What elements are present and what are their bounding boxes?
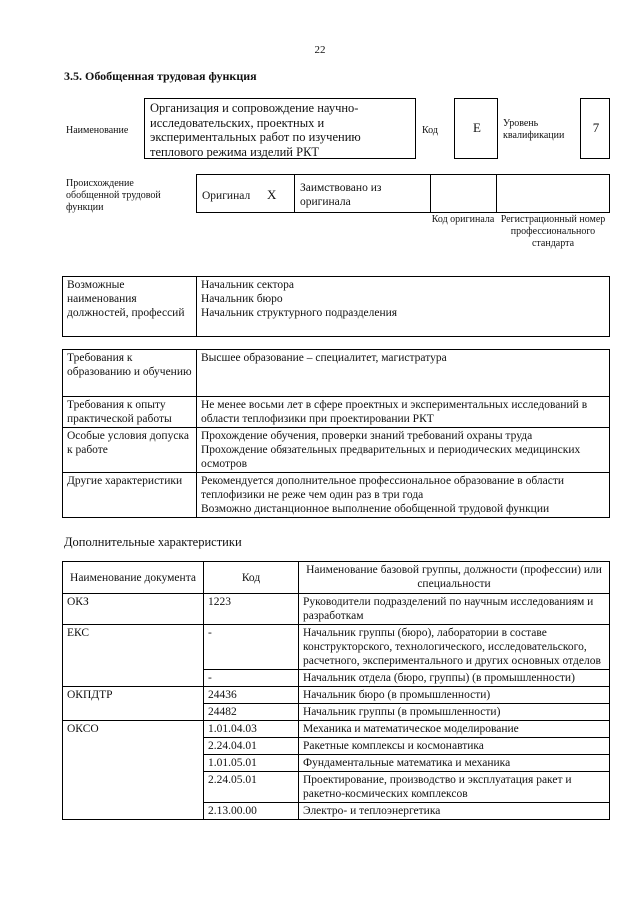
table-row-doc: ОКЗ — [63, 594, 204, 625]
table-row-name: Начальник группы (в промышленности) — [299, 704, 610, 721]
req-line: Рекомендуется дополнительное профессиональное образование в области теплофизики не реже чем один раз в три года — [201, 475, 565, 501]
name-label: Наименование — [66, 125, 129, 136]
requirements-table — [62, 349, 610, 518]
positions-table — [62, 276, 610, 337]
positions-label: Возможные наименования должностей, профессий — [63, 277, 197, 337]
req-line: Прохождение обязательных предварительных и периодических медицинских осмотров — [201, 444, 581, 470]
table-row-name: Механика и математическое моделирование — [299, 721, 610, 738]
table-row-code: 2.24.05.01 — [204, 772, 299, 803]
code-box — [454, 98, 498, 159]
level-value: 7 — [592, 120, 600, 135]
table-row-name: Начальник отдела (бюро, группы) (в промышленности) — [299, 670, 610, 687]
table-row-name: Ракетные комплексы и космонавтика — [299, 738, 610, 755]
table-row-doc: ОКПДТР — [63, 687, 204, 721]
table-row-code: 2.13.00.00 — [204, 803, 299, 820]
req-value-experience: Не менее восьми лет в сфере проектных и экспериментальных исследований в области теплофизики при проектировании РКТ — [197, 397, 610, 428]
page-number: 22 — [314, 44, 326, 56]
header-code: Код — [204, 562, 299, 594]
table-row-code: 2.24.04.01 — [204, 738, 299, 755]
table-row-name: Фундаментальные математика и механика — [299, 755, 610, 772]
table-row-code: 24482 — [204, 704, 299, 721]
table-row-code: 1223 — [204, 594, 299, 625]
position-item: Начальник бюро — [201, 293, 283, 305]
req-label-education: Требования к образованию и обучению — [63, 350, 197, 397]
table-row-doc: ЕКС — [63, 625, 204, 687]
code-value: E — [473, 120, 481, 135]
name-box — [144, 98, 416, 159]
req-label-other: Другие характеристики — [63, 473, 197, 518]
req-line: Прохождение обучения, проверки знаний требований охраны труда — [201, 430, 533, 442]
name-value: Организация и сопровождение научно-исследовательских, проектных и экспериментальных работ по изучению теплового режима изделий РКТ — [150, 101, 361, 159]
table-row-name: Начальник группы (бюро), лаборатории в составе конструкторского, технологического, исследовательского, расчетного, экспериментального и других основных отделов — [299, 625, 610, 670]
table-row-code: 24436 — [204, 687, 299, 704]
table-row-code: - — [204, 670, 299, 687]
table-row-code: - — [204, 625, 299, 670]
position-item: Начальник сектора — [201, 279, 294, 291]
original-mark: X — [267, 187, 277, 202]
table-row-doc: ОКСО — [63, 721, 204, 820]
additional-table — [62, 561, 610, 820]
table-row-name: Проектирование, производство и эксплуатация ракет и ракетно-космических комплексов — [299, 772, 610, 803]
original-label: Оригинал — [202, 190, 251, 202]
table-row-name: Руководители подразделений по научным исследованиям и разработкам — [299, 594, 610, 625]
level-label: Уровень квалификации — [503, 118, 565, 141]
table-row-code: 1.01.05.01 — [204, 755, 299, 772]
code-label: Код — [422, 125, 438, 136]
additional-title: Дополнительные характеристики — [64, 535, 242, 549]
code-original-caption: Код оригинала — [431, 214, 495, 225]
reg-number-caption: Регистрационный номер профессионального стандарта — [500, 214, 606, 249]
req-value-education: Высшее образование – специалитет, магистратура — [197, 350, 610, 397]
header-doc: Наименование документа — [63, 562, 204, 594]
table-row-name: Электро- и теплоэнергетика — [299, 803, 610, 820]
req-value-admission — [197, 428, 610, 473]
section-title: 3.5. Обобщенная трудовая функция — [64, 69, 257, 83]
borrowed-label: Заимствовано из оригинала — [300, 182, 382, 208]
positions-list — [197, 277, 610, 337]
origin-label: Происхождение обобщенной трудовой функции — [66, 178, 161, 213]
table-row-code: 1.01.04.03 — [204, 721, 299, 738]
req-value-other — [197, 473, 610, 518]
header-name: Наименование базовой группы, должности (профессии) или специальности — [299, 562, 610, 594]
req-label-experience: Требования к опыту практической работы — [63, 397, 197, 428]
req-label-admission: Особые условия допуска к работе — [63, 428, 197, 473]
level-box — [580, 98, 610, 159]
position-item: Начальник структурного подразделения — [201, 307, 398, 319]
origin-box — [196, 174, 610, 213]
req-line: Возможно дистанционное выполнение обобщенной трудовой функции — [201, 503, 550, 515]
table-row-name: Начальник бюро (в промышленности) — [299, 687, 610, 704]
